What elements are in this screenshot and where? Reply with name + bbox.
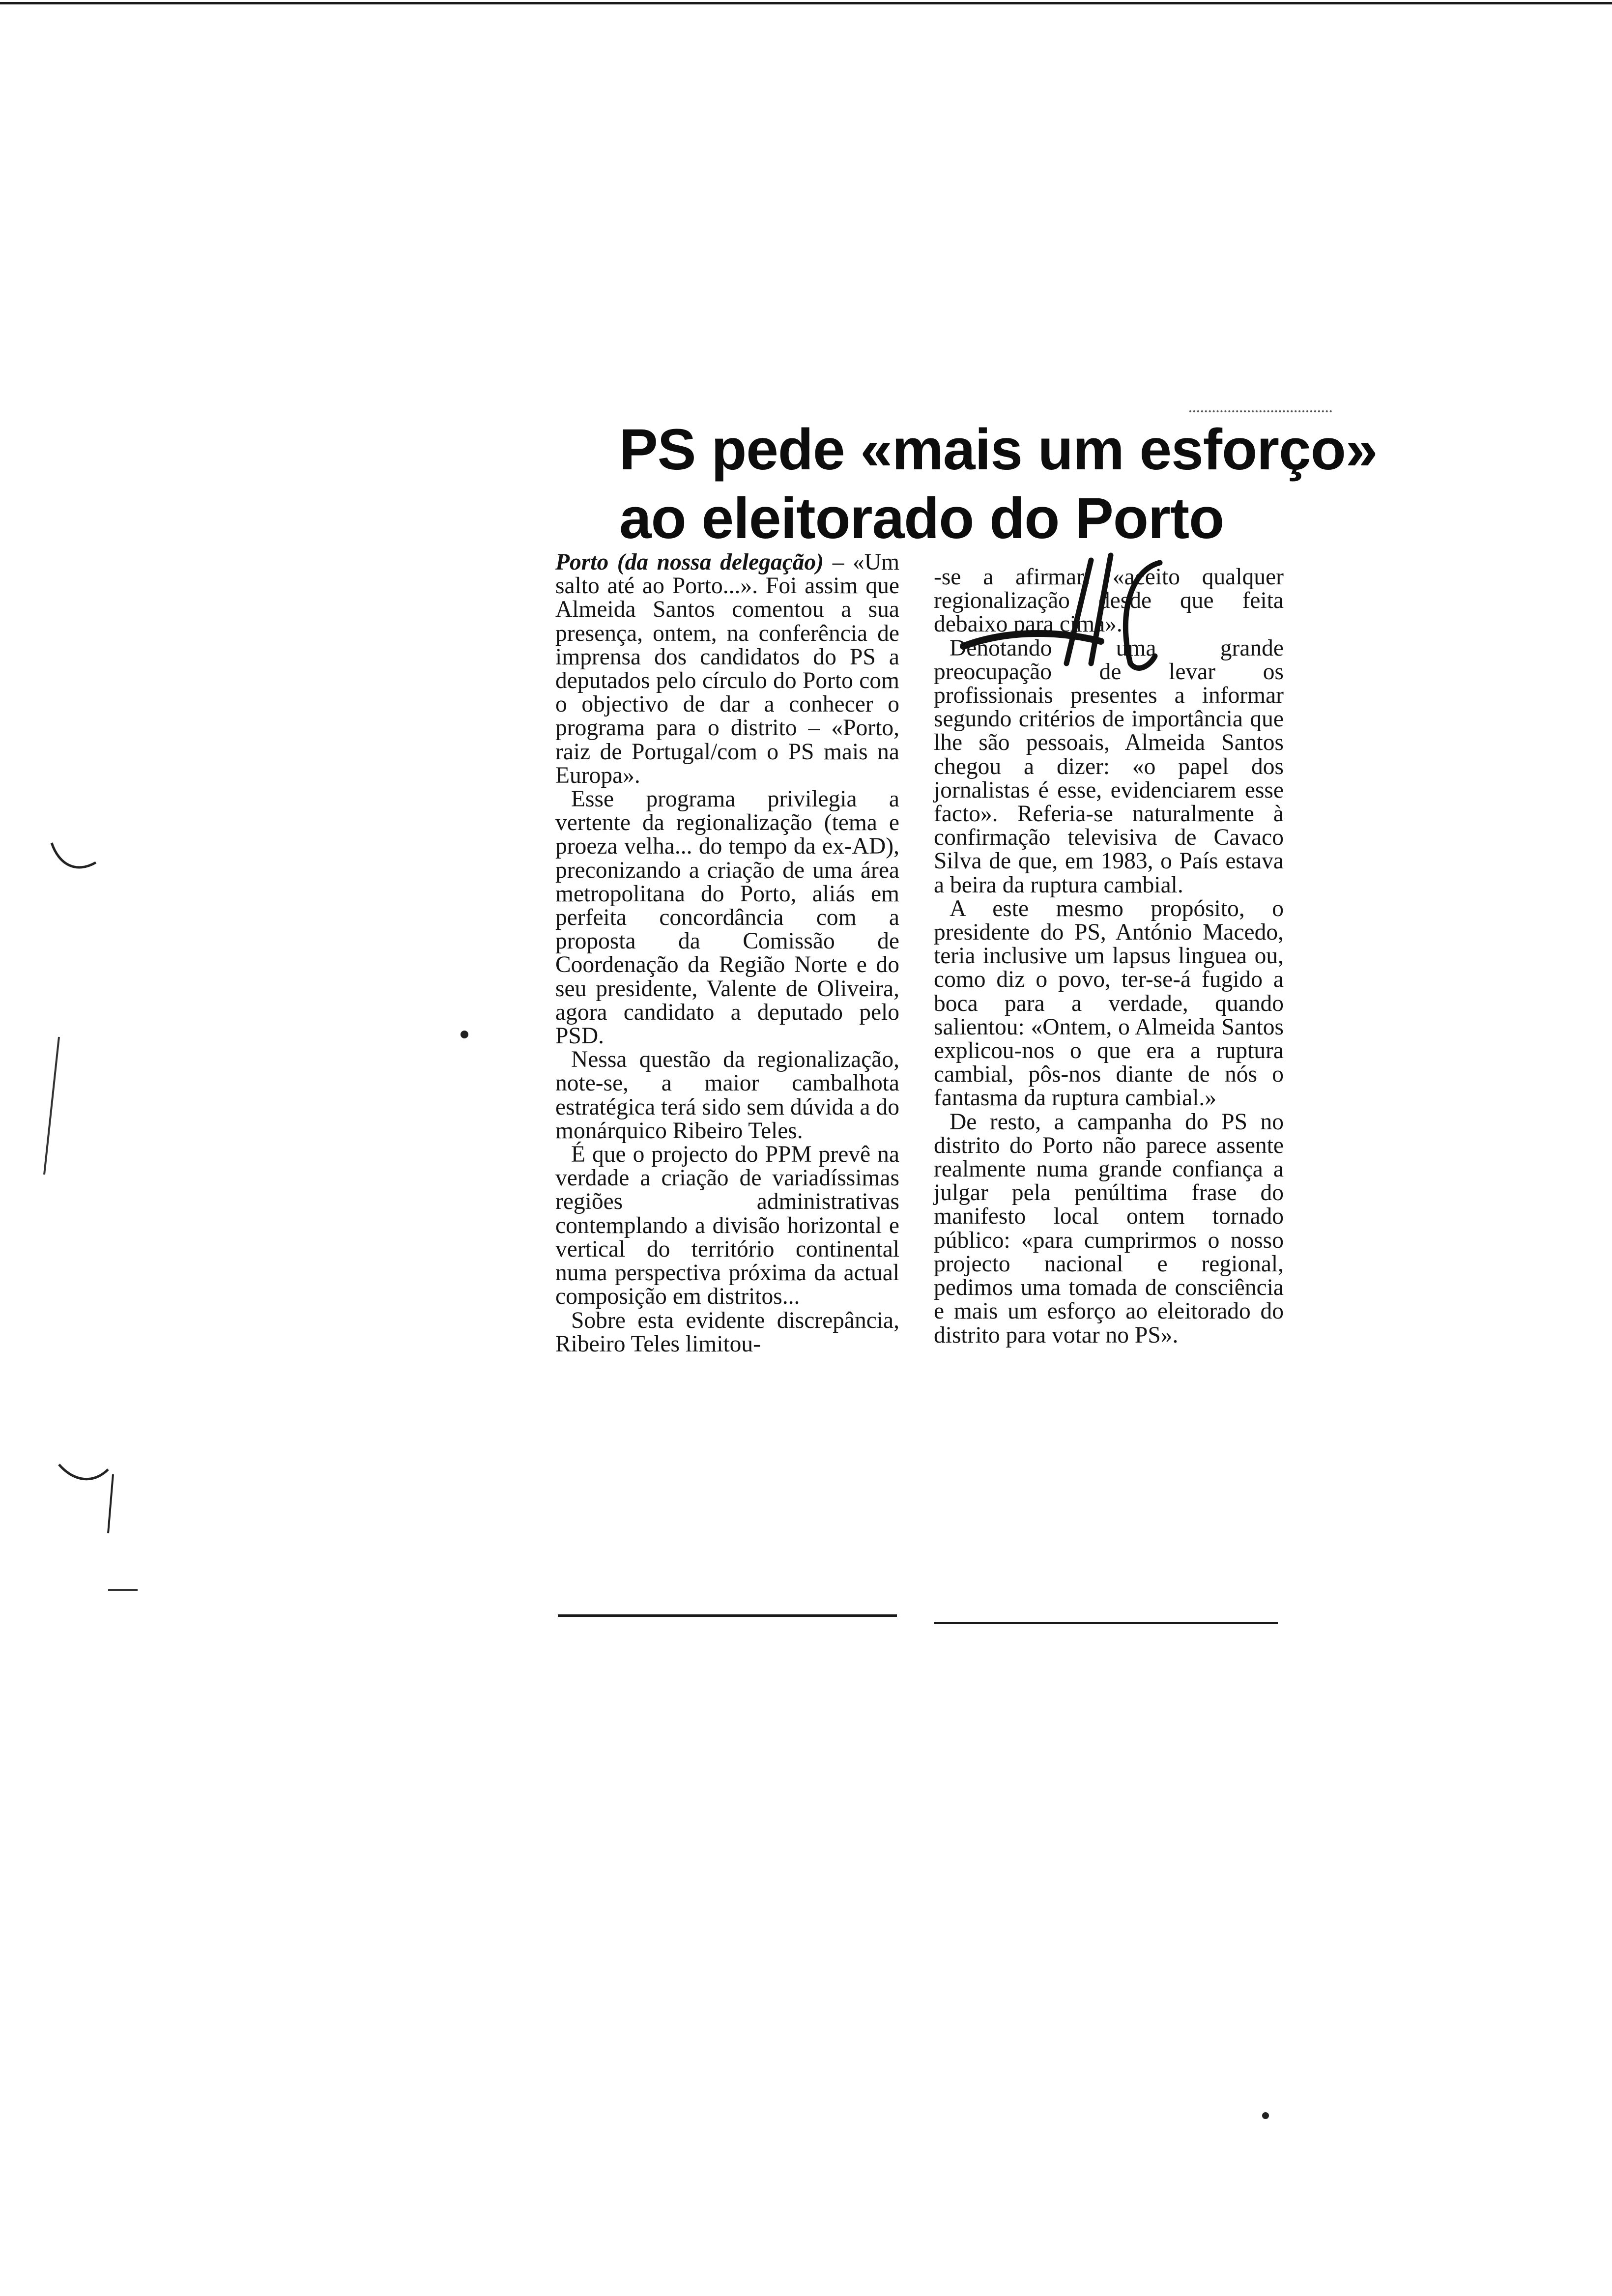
margin-hook-mark [47, 835, 106, 880]
headline-line-2: ao eleitorado do Porto [619, 486, 1224, 551]
margin-dot-mark-lower [1258, 2108, 1273, 2123]
margin-dot-mark [457, 1027, 472, 1042]
right-paragraph-3: A este mesmo propósito, o presidente do PS, António Macedo, teria inclusive um lapsus linguea ou, como diz o povo, ter-se-á fugido a boca para a verdade, quando salientou: «Ontem, o Almeida Santos explicou-nos o que era a ruptura cambial, pôs-nos diante de nós o fantasma da ruptura cambial.» [934, 895, 1284, 1111]
right-column-end-rule [934, 1622, 1278, 1624]
left-paragraph-5: Sobre esta evidente discrepância, Ribeiro Teles limitou- [555, 1307, 899, 1357]
left-paragraph-3: Nessa questão da regionalização, note-se, a maior cambalhota estratégica terá sido sem dúvida a do monárquico Ribeiro Teles. [555, 1047, 899, 1144]
right-paragraph-1: -se a afirmar: «aceito qualquer regionalização desde que feita debaixo para cima». [934, 564, 1284, 637]
headline [619, 415, 1430, 553]
headline-line-1: PS pede «mais um esforço» [619, 417, 1378, 482]
left-column-end-rule [558, 1614, 897, 1617]
dateline: Porto (da nossa delegação) [555, 549, 824, 575]
margin-bracket-mark [54, 1455, 123, 1538]
right-paragraph-2: Denotando uma grande preocupação de levar os profissionais presentes a informar segundo critérios de importância que lhe são pessoais, Almeida Santos chegou a dizer: «o papel dos jornalistas é esse, evidenciarem esse facto». Referia-se naturalmente à confirmação televisiva de Cavaco Silva de que, em 1983, o País estava a beira da ruptura cambial. [934, 635, 1284, 898]
margin-dash-mark [108, 1587, 138, 1592]
left-column [555, 550, 899, 1356]
margin-line-mark [39, 1032, 69, 1179]
right-column [934, 565, 1284, 1347]
left-paragraph-1-text: – «Um salto até ao Porto...». Foi assim que Almeida Santos comentou a sua presença, ontem, na conferência de imprensa dos candidatos do PS a deputados pelo círculo do Porto com o objectivo de dar a conhecer o programa para o distrito – «Porto, raiz de Portugal/com o PS mais na Europa». [555, 549, 900, 788]
newspaper-clipping [555, 403, 1378, 1641]
scan-top-edge-rule [0, 2, 1612, 4]
right-paragraph-4: De resto, a campanha do PS no distrito do Porto não parece assente realmente numa grande confiança a julgar pela penúltima frase do manifesto local ontem tornado público: «para cumprirmos o nosso projecto nacional e regional, pedimos uma tomada de consciência e mais um esforço ao eleitorado do distrito para votar no PS». [934, 1109, 1284, 1348]
left-paragraph-2: Esse programa privilegia a vertente da regionalização (tema e proeza velha... do tempo da ex-AD), preconizando a criação de uma área metropolitana do Porto, aliás em perfeita concordância com a proposta da Comissão de Coordenação da Região Norte e do seu presidente, Valente de Oliveira, agora candidato a deputado pelo PSD. [555, 786, 899, 1049]
left-paragraph-4: É que o projecto do PPM prevê na verdade a criação de variadíssimas regiões administrativas contemplando a divisão horizontal e vertical do território continental numa perspectiva próxima da actual composição em distritos... [555, 1142, 899, 1310]
left-paragraph-1 [555, 550, 899, 787]
